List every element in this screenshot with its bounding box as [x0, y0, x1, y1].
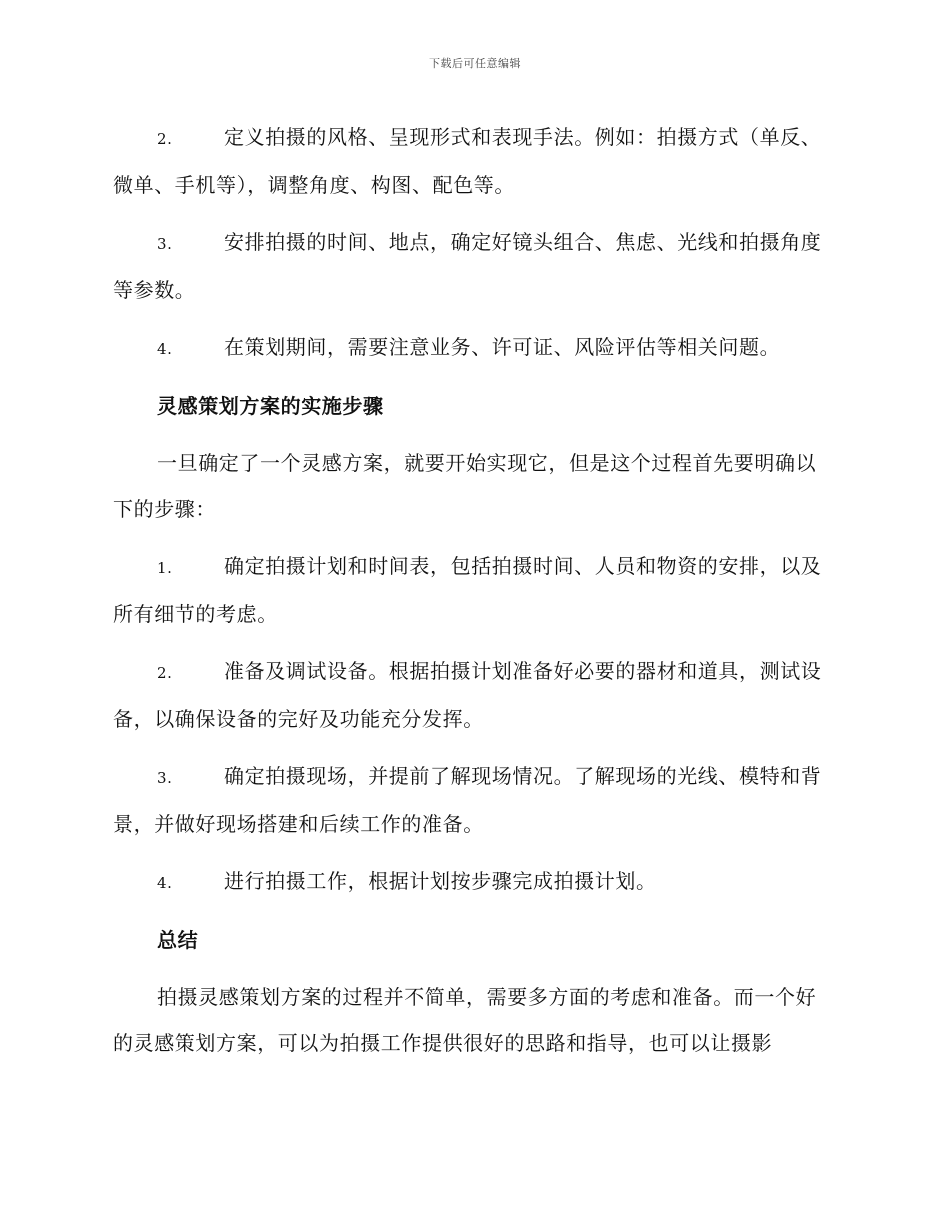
list-number: 1.	[157, 559, 173, 577]
intro-paragraph: 一旦确定了一个灵感方案，就要开始实现它，但是这个过程首先要明确以下的步骤：	[113, 451, 817, 521]
header-note: 下载后可任意编辑	[429, 57, 521, 70]
list-item-text: 准备及调试设备。根据拍摄计划准备好必要的器材和道具，测试设备，以确保设备的完好及功能充分发挥。	[113, 659, 822, 731]
list-number: 3.	[157, 235, 173, 253]
list-number: 3.	[157, 769, 173, 787]
list-item-text: 在策划期间，需要注意业务、许可证、风险评估等相关问题。	[224, 335, 781, 359]
list-number: 2.	[157, 664, 173, 682]
section-heading-summary: 总结	[157, 928, 199, 952]
list-item-text: 进行拍摄工作，根据计划按步骤完成拍摄计划。	[224, 869, 657, 893]
list-item	[113, 648, 835, 742]
list-item-text: 定义拍摄的风格、呈现形式和表现手法。例如：拍摄方式（单反、微单、手机等），调整角度、构图、配色等。	[113, 125, 822, 197]
document-body	[113, 114, 835, 1077]
list-item-text: 确定拍摄现场，并提前了解现场情况。了解现场的光线、模特和背景，并做好现场搭建和后续工作的准备。	[113, 764, 822, 836]
summary-paragraph: 拍摄灵感策划方案的过程并不简单，需要多方面的考虑和准备。而一个好的灵感策划方案，可以为拍摄工作提供很好的思路和指导，也可以让摄影	[113, 985, 817, 1055]
list-item	[113, 219, 835, 313]
list-item	[113, 753, 835, 847]
list-number: 4.	[157, 874, 173, 892]
list-item	[113, 114, 835, 208]
list-item	[113, 324, 835, 372]
list-number: 4.	[157, 340, 173, 358]
list-item	[113, 858, 835, 906]
section-heading-implementation: 灵感策划方案的实施步骤	[157, 394, 384, 418]
list-item	[113, 543, 835, 637]
list-item-text: 确定拍摄计划和时间表，包括拍摄时间、人员和物资的安排，以及所有细节的考虑。	[113, 554, 822, 626]
list-number: 2.	[157, 130, 173, 148]
list-item-text: 安排拍摄的时间、地点，确定好镜头组合、焦虑、光线和拍摄角度等参数。	[113, 230, 822, 302]
